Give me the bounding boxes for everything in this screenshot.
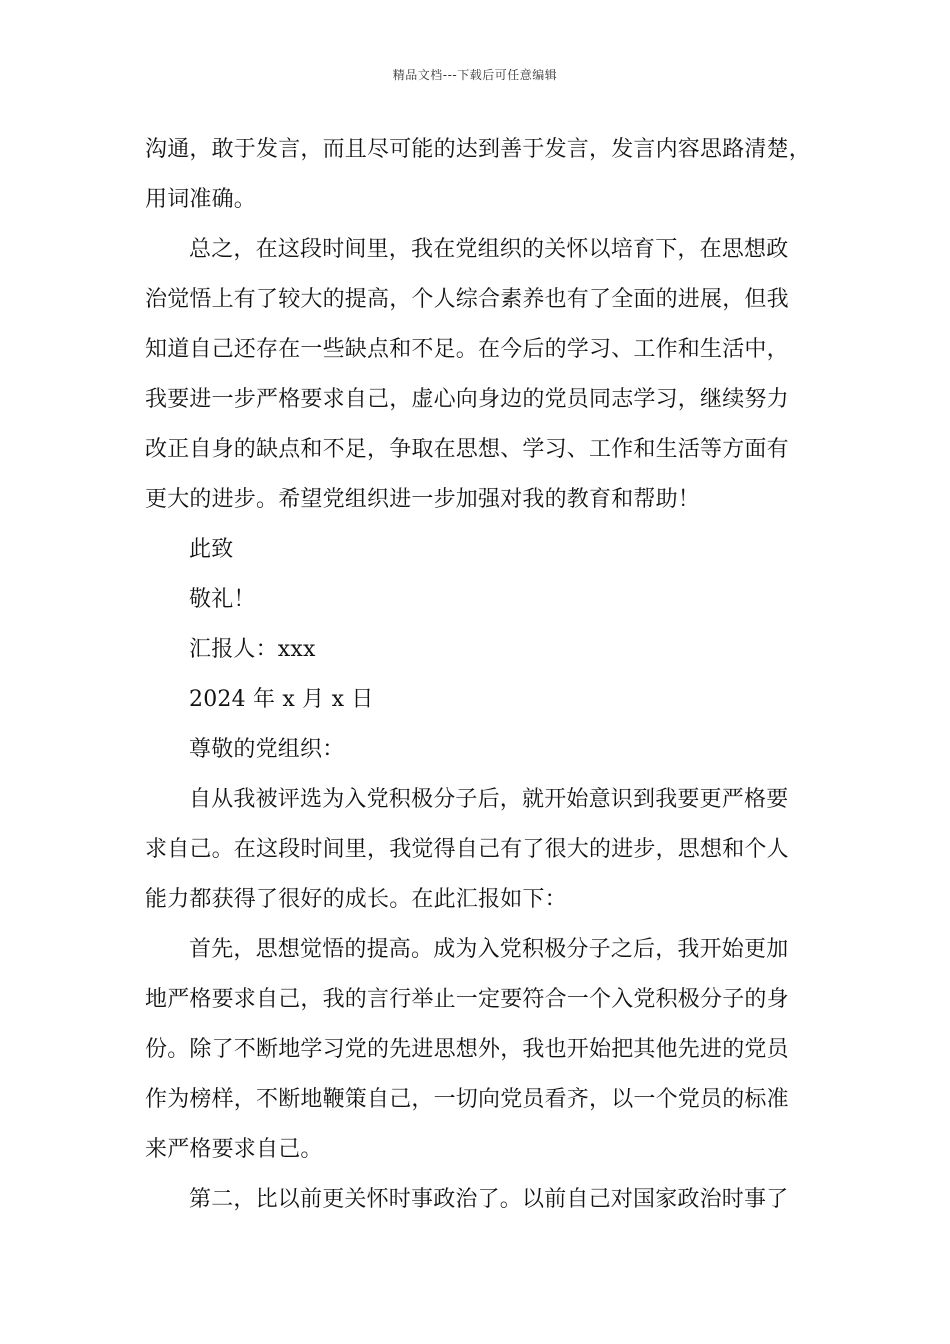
paragraph-line: 来严格要求自己。: [145, 1137, 323, 1162]
paragraph-line: 更大的进步。希望党组织进一步加强对我的教育和帮助！: [145, 487, 701, 512]
paragraph-line: 总之，在这段时间里，我在党组织的关怀以培育下，在思想政: [189, 237, 789, 262]
paragraph-line: 汇报人：xxx: [189, 637, 316, 662]
paragraph-line: 治觉悟上有了较大的提高，个人综合素养也有了全面的进展，但我: [145, 287, 789, 312]
paragraph-line: 作为榜样，不断地鞭策自己，一切向党员看齐，以一个党员的标准: [145, 1087, 789, 1112]
paragraph-line: 求自己。在这段时间里，我觉得自己有了很大的进步，思想和个人: [145, 837, 789, 862]
document-body: [145, 125, 810, 1225]
paragraph-line: 敬礼！: [189, 587, 256, 612]
page-header: 精品文档---下载后可任意编辑: [392, 68, 558, 82]
paragraph-line: 地严格要求自己，我的言行举止一定要符合一个入党积极分子的身: [145, 987, 789, 1012]
paragraph-line: 用词准确。: [145, 187, 257, 212]
paragraph-line: 改正自身的缺点和不足，争取在思想、学习、工作和生活等方面有: [145, 437, 789, 462]
paragraph: [145, 925, 810, 1175]
paragraph-line: 能力都获得了很好的成长。在此汇报如下：: [145, 887, 567, 912]
paragraph: [145, 225, 810, 525]
paragraph-line: 此致: [189, 537, 234, 562]
paragraph-line: 尊敬的党组织：: [189, 737, 345, 762]
paragraph-line: 第二，比以前更关怀时事政治了。以前自己对国家政治时事了: [189, 1187, 789, 1212]
paragraph: [145, 675, 810, 725]
paragraph-line: 首先，思想觉悟的提高。成为入党积极分子之后，我开始更加: [189, 937, 789, 962]
paragraph: [145, 575, 810, 625]
paragraph-line: 沟通，敢于发言，而且尽可能的达到善于发言，发言内容思路清楚，: [145, 137, 812, 162]
paragraph: [145, 725, 810, 775]
paragraph: [145, 625, 810, 675]
paragraph: [145, 525, 810, 575]
paragraph-line: 我要进一步严格要求自己，虚心向身边的党员同志学习，继续努力: [145, 387, 789, 412]
paragraph-line: 2024 年 x 月 x 日: [189, 687, 374, 712]
paragraph: [145, 1175, 810, 1225]
paragraph-line: 知道自己还存在一些缺点和不足。在今后的学习、工作和生活中，: [145, 337, 789, 362]
paragraph: [145, 125, 810, 225]
paragraph: [145, 775, 810, 925]
paragraph-line: 自从我被评选为入党积极分子后，就开始意识到我要更严格要: [189, 787, 789, 812]
paragraph-line: 份。除了不断地学习党的先进思想外，我也开始把其他先进的党员: [145, 1037, 789, 1062]
